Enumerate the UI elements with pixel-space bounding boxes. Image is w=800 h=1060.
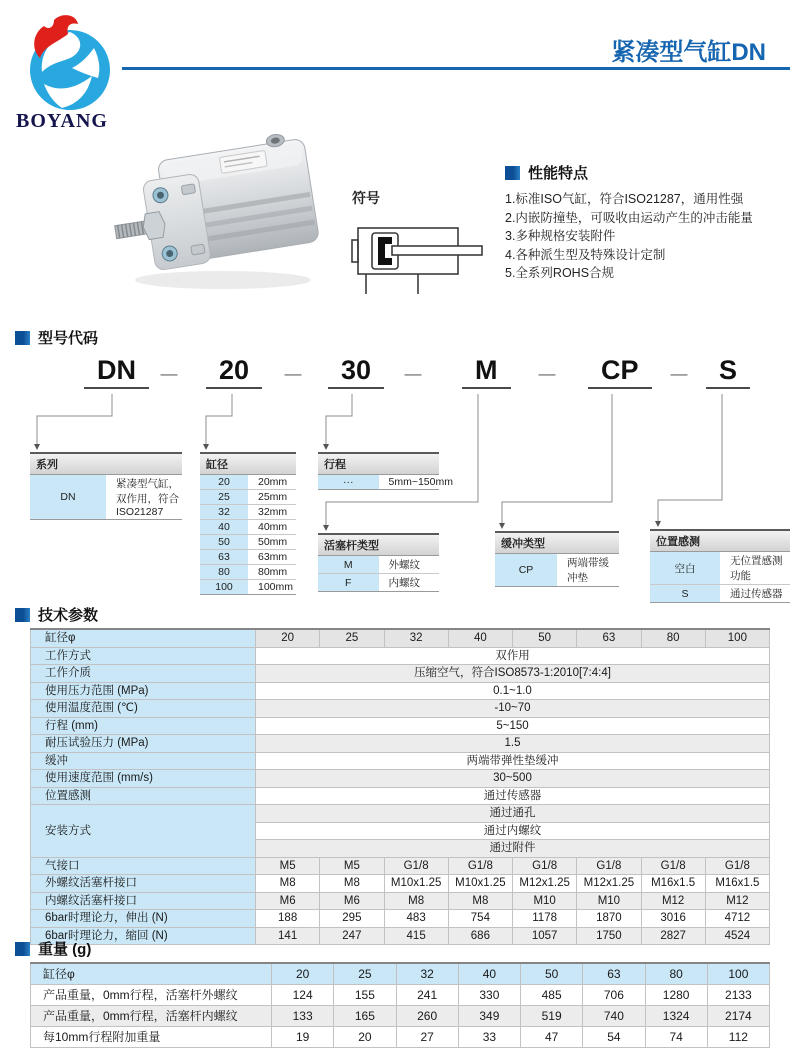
specs-title: 技术参数: [38, 607, 99, 624]
code-segment-bore: 20: [206, 355, 262, 389]
code-cell: CP: [495, 554, 557, 587]
value-cell: 415: [384, 927, 448, 945]
value-cell: M12x1.25: [513, 875, 577, 893]
value-cell: M10: [513, 892, 577, 910]
code-segment-sensing: S: [706, 355, 750, 389]
value-cell: 压缩空气，符合ISO8573-1:2010[7:4:4]: [256, 665, 770, 683]
table-row: [200, 505, 296, 520]
value-cell: 260: [396, 1006, 458, 1027]
value-cell: 0.1~1.0: [256, 682, 770, 700]
table-header-row: [31, 963, 770, 985]
value-cell: G1/8: [577, 857, 641, 875]
table-row: [31, 927, 770, 945]
column-header: 32: [396, 963, 458, 985]
code-cell: 80: [200, 565, 248, 580]
table-row: [200, 550, 296, 565]
row-label: 工作介质: [31, 665, 256, 683]
table-row: [200, 580, 296, 595]
pneumatic-symbol-diagram: [348, 210, 488, 303]
table-row: [31, 647, 770, 665]
value-cell: M6: [256, 892, 320, 910]
feature-item: 3.多种规格安装附件: [505, 229, 616, 243]
bore-code-table: [200, 452, 296, 595]
value-cell: M12: [705, 892, 769, 910]
features-panel: [505, 162, 797, 283]
code-separator: —: [284, 364, 302, 383]
description-cell: 25mm: [248, 490, 296, 505]
table-row: [200, 490, 296, 505]
table-row: [31, 1027, 770, 1048]
row-label: 产品重量，0mm行程，活塞杆内螺纹: [31, 1006, 272, 1027]
rod-type-code-table: [318, 533, 439, 592]
value-cell: 20: [334, 1027, 396, 1048]
mini-table-title: 活塞杆类型: [318, 534, 439, 556]
model-code-title: 型号代码: [38, 330, 99, 347]
value-cell: -10~70: [256, 700, 770, 718]
value-cell: 188: [256, 910, 320, 928]
value-cell: 两端带弹性垫缓冲: [256, 752, 770, 770]
table-row: [31, 752, 770, 770]
row-label: 气接口: [31, 857, 256, 875]
value-cell: 686: [448, 927, 512, 945]
value-cell: M10x1.25: [448, 875, 512, 893]
description-cell: 32mm: [248, 505, 296, 520]
value-cell: 247: [320, 927, 384, 945]
table-header-row: [31, 629, 770, 647]
value-cell: 1280: [645, 985, 707, 1006]
row-label: 外螺纹活塞杆接口: [31, 875, 256, 893]
column-header: 50: [513, 629, 577, 647]
section-bullet-icon: [505, 166, 520, 180]
value-cell: M10x1.25: [384, 875, 448, 893]
value-cell: M8: [320, 875, 384, 893]
mini-table-title: 系列: [30, 453, 182, 475]
series-code-table: [30, 452, 182, 520]
symbol-label: 符号: [352, 190, 380, 206]
code-cell: 20: [200, 475, 248, 490]
code-cell: 25: [200, 490, 248, 505]
table-row: [318, 556, 439, 574]
value-cell: 4524: [705, 927, 769, 945]
value-cell: 双作用: [256, 647, 770, 665]
table-row: [318, 574, 439, 592]
code-cell: 100: [200, 580, 248, 595]
description-cell: 外螺纹: [379, 556, 440, 574]
column-header: 100: [707, 963, 769, 985]
code-cell: DN: [30, 475, 106, 520]
row-label: 每10mm行程附加重量: [31, 1027, 272, 1048]
code-cell: M: [318, 556, 379, 574]
value-cell: M8: [448, 892, 512, 910]
value-cell: 349: [458, 1006, 520, 1027]
code-segment-series: DN: [84, 355, 149, 389]
column-header: 63: [583, 963, 645, 985]
value-cell: 1870: [577, 910, 641, 928]
brand-name: BOYANG: [16, 110, 108, 132]
value-cell: G1/8: [641, 857, 705, 875]
row-label: 产品重量，0mm行程，活塞杆外螺纹: [31, 985, 272, 1006]
value-cell: M5: [256, 857, 320, 875]
column-header: 63: [577, 629, 641, 647]
row-label: 使用速度范围 (mm/s): [31, 770, 256, 788]
code-cell: 50: [200, 535, 248, 550]
mini-table-title: 缸径: [200, 453, 296, 475]
value-cell: 1178: [513, 910, 577, 928]
row-label: 安装方式: [31, 805, 256, 858]
table-row: [495, 554, 619, 587]
value-cell: M12x1.25: [577, 875, 641, 893]
table-row: [31, 735, 770, 753]
value-cell: 54: [583, 1027, 645, 1048]
value-cell: 19: [272, 1027, 334, 1048]
table-row: [31, 770, 770, 788]
code-cell: S: [650, 585, 720, 603]
row-label: 缸径φ: [31, 629, 256, 647]
table-row: [31, 857, 770, 875]
value-cell: 124: [272, 985, 334, 1006]
value-cell: G1/8: [384, 857, 448, 875]
mini-table-title: 位置感测: [650, 530, 790, 552]
value-cell: 33: [458, 1027, 520, 1048]
value-cell: 155: [334, 985, 396, 1006]
row-label: 使用温度范围 (℃): [31, 700, 256, 718]
column-header: 20: [272, 963, 334, 985]
features-title: 性能特点: [528, 165, 589, 182]
table-row: [31, 892, 770, 910]
feature-item: 5.全系列ROHS合规: [505, 266, 615, 280]
description-cell: 50mm: [248, 535, 296, 550]
value-cell: 3016: [641, 910, 705, 928]
feature-item: 4.各种派生型及特殊设计定制: [505, 247, 666, 262]
column-header: 80: [645, 963, 707, 985]
value-cell: M8: [384, 892, 448, 910]
table-row: [31, 665, 770, 683]
column-header: 40: [448, 629, 512, 647]
code-separator: —: [404, 364, 422, 383]
value-cell: G1/8: [448, 857, 512, 875]
code-cell: 空白: [650, 552, 720, 585]
column-header: 32: [384, 629, 448, 647]
description-cell: 5mm~150mm: [379, 475, 440, 490]
description-cell: 20mm: [248, 475, 296, 490]
code-segment-rod: M: [462, 355, 511, 389]
value-cell: 519: [521, 1006, 583, 1027]
table-row: [31, 717, 770, 735]
description-cell: 40mm: [248, 520, 296, 535]
value-cell: M6: [320, 892, 384, 910]
code-cell: ···: [318, 475, 379, 490]
row-label: 耐压试验压力 (MPa): [31, 735, 256, 753]
description-cell: 紧凑型气缸，双作用，符合ISO21287: [106, 475, 182, 520]
value-cell: 740: [583, 1006, 645, 1027]
value-cell: 通过通孔: [256, 805, 770, 823]
value-cell: 295: [320, 910, 384, 928]
description-cell: 无位置感测功能: [720, 552, 790, 585]
row-label: 使用压力范围 (MPa): [31, 682, 256, 700]
value-cell: 165: [334, 1006, 396, 1027]
table-row: [650, 585, 790, 603]
description-cell: 通过传感器: [720, 585, 790, 603]
description-cell: 两端带缓冲垫: [557, 554, 619, 587]
table-row: [200, 535, 296, 550]
value-cell: 141: [256, 927, 320, 945]
value-cell: 112: [707, 1027, 769, 1048]
code-cell: F: [318, 574, 379, 592]
value-cell: 485: [521, 985, 583, 1006]
technical-parameters-table: [30, 628, 770, 945]
value-cell: G1/8: [513, 857, 577, 875]
weight-title: 重量 (g): [38, 941, 92, 958]
value-cell: 2133: [707, 985, 769, 1006]
section-bullet-icon: [15, 331, 30, 345]
brand-logo-icon: [10, 10, 120, 120]
code-segment-stroke: 30: [328, 355, 384, 389]
table-row: [650, 552, 790, 585]
row-label: 内螺纹活塞杆接口: [31, 892, 256, 910]
value-cell: M5: [320, 857, 384, 875]
stroke-code-table: [318, 452, 453, 490]
value-cell: G1/8: [705, 857, 769, 875]
table-row: [31, 910, 770, 928]
description-cell: 100mm: [248, 580, 296, 595]
row-label: 缓冲: [31, 752, 256, 770]
value-cell: 2827: [641, 927, 705, 945]
table-row: [200, 520, 296, 535]
table-row: [318, 475, 439, 490]
table-row: [31, 805, 770, 823]
sensing-code-table: [650, 529, 790, 603]
product-photo: [108, 128, 334, 298]
description-cell: 80mm: [248, 565, 296, 580]
model-code-section-header: [15, 327, 98, 348]
feature-item: 1.标准ISO气缸，符合ISO21287，通用性强: [505, 192, 744, 206]
value-cell: 通过附件: [256, 840, 770, 858]
table-row: [31, 1006, 770, 1027]
table-row: [30, 475, 182, 520]
table-row: [200, 475, 296, 490]
value-cell: 1.5: [256, 735, 770, 753]
value-cell: 4712: [705, 910, 769, 928]
table-row: [200, 565, 296, 580]
description-cell: 内螺纹: [379, 574, 440, 592]
title-divider: [122, 67, 790, 70]
column-header: 100: [705, 629, 769, 647]
row-label: 位置感测: [31, 787, 256, 805]
row-label: 工作方式: [31, 647, 256, 665]
code-segment-cushion: CP: [588, 355, 652, 389]
row-label: 行程 (mm): [31, 717, 256, 735]
row-label: 6bar时理论力，伸出 (N): [31, 910, 256, 928]
weight-table: [30, 962, 770, 1048]
mini-table-title: 缓冲类型: [495, 532, 619, 554]
value-cell: M16x1.5: [641, 875, 705, 893]
value-cell: 754: [448, 910, 512, 928]
value-cell: 483: [384, 910, 448, 928]
table-row: [31, 985, 770, 1006]
feature-item: 2.内嵌防撞垫，可吸收由运动产生的冲击能量: [505, 210, 753, 225]
cylinder-photo-illustration: [108, 128, 334, 298]
column-header: 80: [641, 629, 705, 647]
column-header: 40: [458, 963, 520, 985]
value-cell: 通过内螺纹: [256, 822, 770, 840]
code-separator: —: [538, 364, 556, 383]
table-row: [31, 875, 770, 893]
value-cell: 5~150: [256, 717, 770, 735]
value-cell: M8: [256, 875, 320, 893]
value-cell: 706: [583, 985, 645, 1006]
description-cell: 63mm: [248, 550, 296, 565]
value-cell: 47: [521, 1027, 583, 1048]
features-list: [505, 190, 797, 283]
code-cell: 63: [200, 550, 248, 565]
page-title: 紧凑型气缸DN: [611, 39, 766, 66]
section-bullet-icon: [15, 942, 30, 956]
value-cell: 330: [458, 985, 520, 1006]
value-cell: 133: [272, 1006, 334, 1027]
mini-table-title: 行程: [318, 453, 439, 475]
specs-section-header: [15, 604, 98, 625]
value-cell: M12: [641, 892, 705, 910]
value-cell: 通过传感器: [256, 787, 770, 805]
value-cell: 27: [396, 1027, 458, 1048]
value-cell: 2174: [707, 1006, 769, 1027]
code-cell: 40: [200, 520, 248, 535]
column-header: 25: [320, 629, 384, 647]
table-row: [31, 682, 770, 700]
value-cell: 1750: [577, 927, 641, 945]
row-label: 6bar时理论力，缩回 (N): [31, 927, 256, 945]
weight-section-header: [15, 938, 91, 959]
table-row: [31, 700, 770, 718]
column-header: 20: [256, 629, 320, 647]
value-cell: 30~500: [256, 770, 770, 788]
features-header: [505, 162, 797, 183]
value-cell: 1057: [513, 927, 577, 945]
table-row: [31, 787, 770, 805]
value-cell: M10: [577, 892, 641, 910]
value-cell: 74: [645, 1027, 707, 1048]
value-cell: M16x1.5: [705, 875, 769, 893]
column-header: 25: [334, 963, 396, 985]
code-separator: —: [160, 364, 178, 383]
value-cell: 241: [396, 985, 458, 1006]
value-cell: 1324: [645, 1006, 707, 1027]
code-separator: —: [670, 364, 688, 383]
cushion-code-table: [495, 531, 619, 587]
code-cell: 32: [200, 505, 248, 520]
row-label: 缸径φ: [31, 963, 272, 985]
section-bullet-icon: [15, 608, 30, 622]
column-header: 50: [521, 963, 583, 985]
